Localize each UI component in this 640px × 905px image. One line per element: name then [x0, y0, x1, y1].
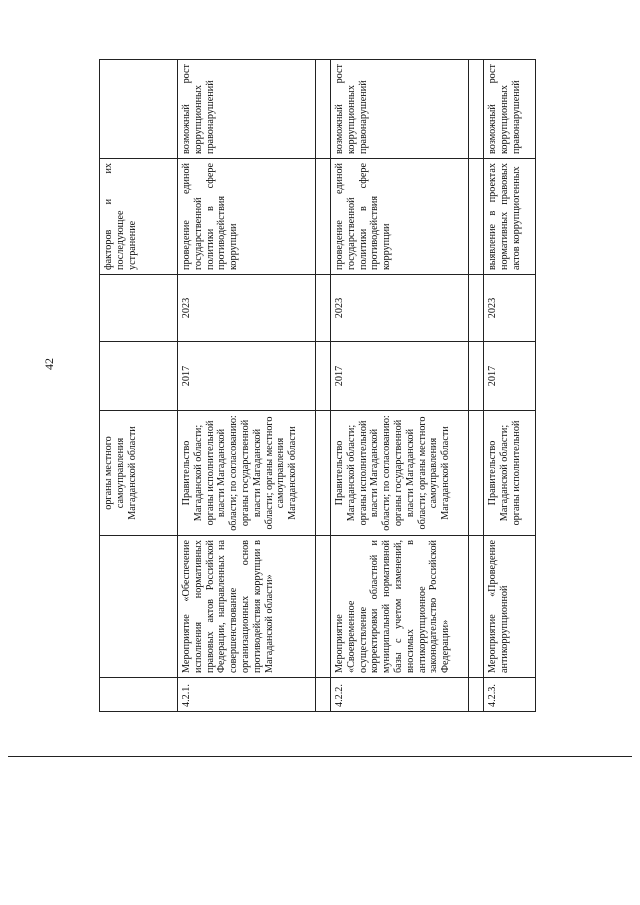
row-consequence-cell: возможный рост коррупционных правонарушений [484, 60, 536, 159]
cont-consequence-cell [100, 60, 178, 159]
page-number: 42 [42, 358, 56, 370]
row-end-cell: 2023 [331, 275, 469, 342]
row-executor-cell: Правительство Магаданской области; органы исполнительной [484, 411, 536, 536]
cont-name-cell [100, 536, 178, 678]
table-row [484, 60, 536, 712]
table-row-spacer [469, 60, 484, 712]
row-name-cell: Мероприятие «Проведение антикоррупционной [484, 536, 536, 678]
table-row-continuation [100, 60, 178, 712]
row-consequence-cell: возможный рост коррупционных правонарушений [178, 60, 316, 159]
row-end-cell: 2023 [484, 275, 536, 342]
cont-start-cell [100, 342, 178, 411]
activities-table [99, 59, 536, 712]
cont-end-cell [100, 275, 178, 342]
row-result-cell: проведение единой государственной политики в сфере противодействия коррупции [178, 159, 316, 275]
row-num-cell: 4.2.3. [484, 678, 536, 712]
table-row [178, 60, 316, 712]
row-end-cell: 2023 [178, 275, 316, 342]
row-executor-cell: Правительство Магаданской области; органы исполнительной власти Магаданской области; по согласованию: органы государственной власти Магаданской области; органы местного самоуправления Магаданской области [178, 411, 316, 536]
activities-table-rotated [99, 60, 549, 712]
row-result-cell: проведение единой государственной политики в сфере противодействия коррупции [331, 159, 469, 275]
row-num-cell: 4.2.1. [178, 678, 316, 712]
row-start-cell: 2017 [331, 342, 469, 411]
row-name-cell: Мероприятие «Обеспечение исполнения нормативных правовых актов Российской Федерации, направленных на совершенствование организационных основ противодействия коррупции в Магаданской области» [178, 536, 316, 678]
cont-num-cell [100, 678, 178, 712]
row-result-cell: выявление в проектах нормативных правовых актов коррупциогенных [484, 159, 536, 275]
row-name-cell: Мероприятие «Своевременное осуществление корректировки областной и муниципальной нормативной базы с учетом изменений, вносимых в антикоррупционное законодательство Российской Федерации» [331, 536, 469, 678]
table-row [331, 60, 469, 712]
row-num-cell: 4.2.2. [331, 678, 469, 712]
row-consequence-cell: возможный рост коррупционных правонарушений [331, 60, 469, 159]
row-start-cell: 2017 [178, 342, 316, 411]
cont-executor-cell: органы местного самоуправления Магаданской области [100, 411, 178, 536]
row-executor-cell: Правительство Магаданской области; органы исполнительной власти Магаданской области; по согласованию: органы государственной власти Магаданской области; органы местного самоуправления Магаданской области [331, 411, 469, 536]
page-divider [8, 756, 632, 757]
cont-result-cell: факторов и их последующее устранение [100, 159, 178, 275]
table-row-spacer [316, 60, 331, 712]
row-start-cell: 2017 [484, 342, 536, 411]
